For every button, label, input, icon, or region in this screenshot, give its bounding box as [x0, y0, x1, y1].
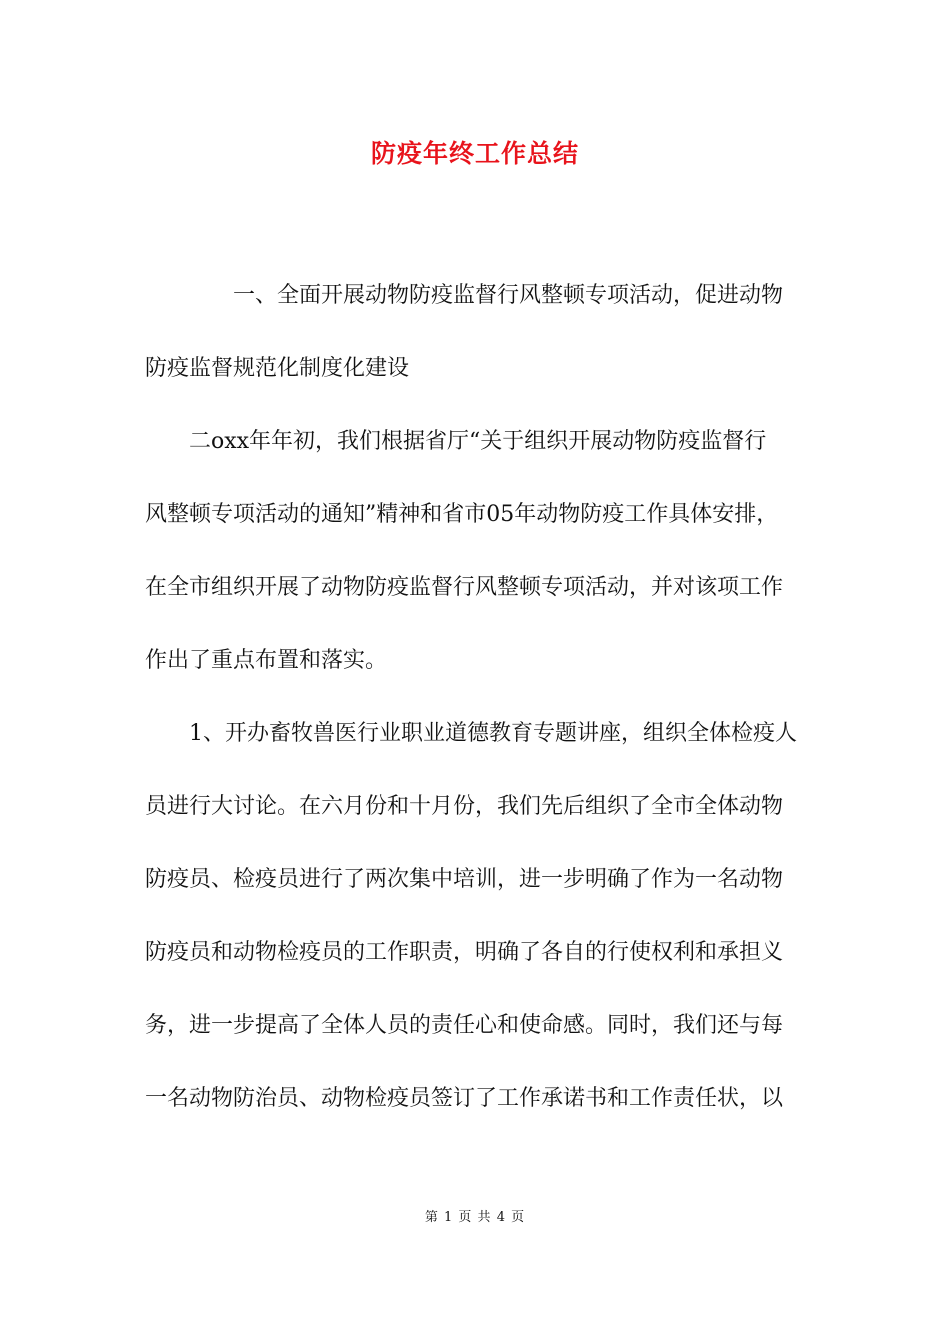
paragraph-line: 风整顿专项活动的通知”精神和省市05年动物防疫工作具体安排，	[145, 502, 779, 527]
paragraph-section-heading	[145, 277, 805, 387]
paragraph-line: 一名动物防治员、动物检疫员签订了工作承诺书和工作责任状，以	[145, 1086, 784, 1111]
page-footer: 第 1 页 共 4 页	[424, 1210, 526, 1225]
paragraph-line: 二oxx年年初，我们根据省厅“关于组织开展动物防疫监督行	[189, 429, 767, 454]
paragraph-line: 1、开办畜牧兽医行业职业道德教育专题讲座，组织全体检疫人	[189, 721, 797, 746]
paragraph-line: 作出了重点布置和落实。	[145, 648, 388, 673]
paragraph-line: 在全市组织开展了动物防疫监督行风整顿专项活动，并对该项工作	[145, 575, 784, 600]
paragraph-item-1	[145, 715, 805, 1117]
paragraph-line: 防疫员和动物检疫员的工作职责，明确了各自的行使权利和承担义	[145, 940, 784, 965]
paragraph-line: 员进行大讨论。在六月份和十月份，我们先后组织了全市全体动物	[145, 794, 784, 819]
paragraph-line: 防疫监督规范化制度化建设	[145, 356, 410, 381]
paragraph-line: 防疫员、检疫员进行了两次集中培训，进一步明确了作为一名动物	[145, 867, 784, 892]
paragraph-line: 一、全面开展动物防疫监督行风整顿专项活动，促进动物	[233, 283, 784, 308]
paragraph-intro	[145, 423, 805, 679]
document-body	[145, 277, 805, 1153]
paragraph-line: 务，进一步提高了全体人员的责任心和使命感。同时，我们还与每	[145, 1013, 784, 1038]
document-title: 防疫年终工作总结	[370, 139, 579, 168]
